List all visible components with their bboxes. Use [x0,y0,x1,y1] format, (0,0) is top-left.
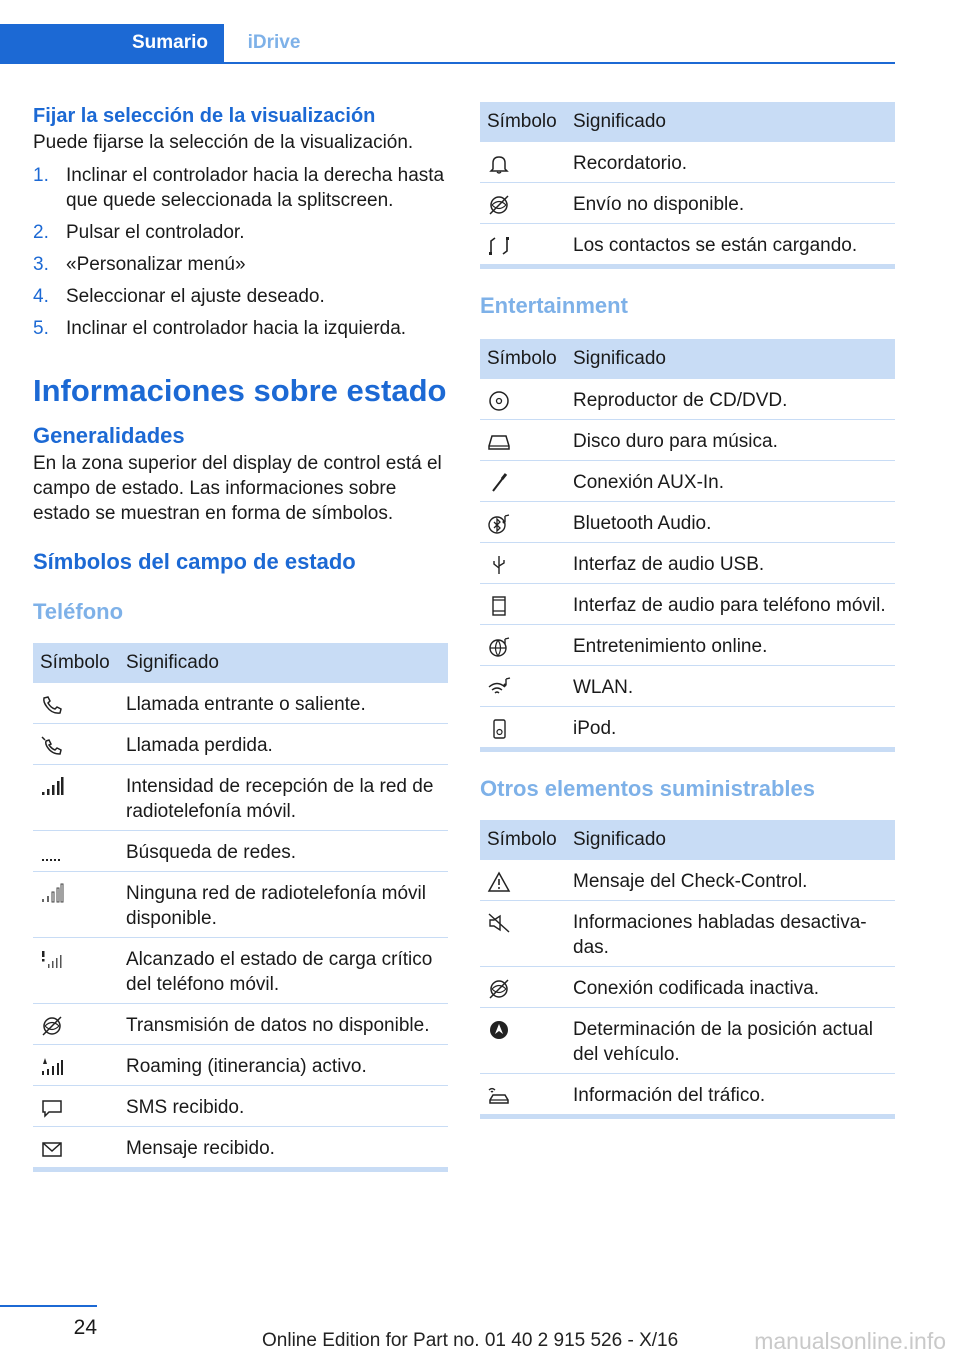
table-row [480,666,895,707]
table-header-row [480,102,895,142]
row-meaning: Interfaz de audio USB. [566,543,895,584]
cd-dvd-icon [487,390,511,412]
otros-title: Otros elementos suministrables [480,776,815,801]
row-meaning: Informaciones habladas desactivadas. [566,901,895,967]
right-column [480,102,895,1119]
watermark: manualsonline.info [754,1328,946,1354]
table-row [480,183,895,224]
aux-in-icon [487,472,511,494]
mail-icon [40,1138,64,1160]
table-row [33,1045,448,1086]
row-meaning: Búsqueda de redes. [119,831,448,872]
general-title: Generalidades [33,423,185,448]
edition-text: Online Edition for Part no. 01 40 2 915 526 - X/16 [262,1330,679,1351]
online-entertainment-icon [487,636,511,658]
fix-selection-steps [33,163,448,341]
table-header-row [33,643,448,683]
wlan-icon [487,677,511,699]
phone-audio-icon [487,595,511,617]
table-row [33,683,448,724]
position-icon [487,1019,511,1041]
table-row [33,1127,448,1170]
table-row [33,724,448,765]
step-item: 4. Seleccionar el ajuste deseado. [33,286,325,307]
table-row [480,967,895,1008]
table-row [480,1008,895,1074]
table-row [480,224,895,267]
telefono-table-continued [480,102,895,269]
step-item: 5. Inclinar el controlador hacia la izquierda. [33,318,407,339]
signal-bars-icon [40,776,64,798]
table-row [33,765,448,831]
row-meaning: Intensidad de recepción de la red de radiotelefonía móvil. [119,765,448,831]
table-row [480,379,895,420]
fix-selection-title: Fijar la selección de la visualización [33,105,376,127]
data-unavailable-icon [40,1015,64,1037]
fix-selection-intro: Puede fijarse la selección de la visualización. [33,132,414,153]
col-symbol-header: Símbolo [480,820,566,860]
row-meaning: Alcanzado el estado de carga crítico del teléfono móvil. [119,938,448,1004]
contacts-loading-icon [487,235,511,257]
general-text: En la zona superior del display de control está el campo de estado. Las informaciones sobre estado se muestran en forma de símbolos. [33,453,442,524]
table-row [33,938,448,1004]
step-item: 1. Inclinar el controlador hacia la derecha hasta que quede seleccionada la splitscreen. [33,165,445,211]
table-row [480,142,895,183]
missed-call-icon [40,735,64,757]
row-meaning: Mensaje recibido. [119,1127,448,1170]
row-meaning: Roaming (itinerancia) activo. [119,1045,448,1086]
row-meaning: Disco duro para música. [566,420,895,461]
table-row [480,860,895,901]
row-meaning: WLAN. [566,666,895,707]
tab-sumario[interactable]: Sumario [0,24,224,62]
telefono-title: Teléfono [33,599,124,624]
symbols-title: Símbolos del campo de estado [33,549,356,574]
row-meaning: iPod. [566,707,895,750]
send-unavailable-icon [487,194,511,216]
table-header-row [480,339,895,379]
traffic-info-icon [487,1085,511,1107]
col-symbol-header: Símbolo [480,339,566,379]
row-meaning: Conexión codificada inactiva. [566,967,895,1008]
row-meaning: SMS recibido. [119,1086,448,1127]
entertainment-title: Entertainment [480,293,628,318]
speaker-off-icon [487,912,511,934]
encryption-inactive-icon [487,978,511,1000]
row-meaning: Llamada entrante o saliente. [119,683,448,724]
table-row [480,502,895,543]
col-meaning-header: Significado [566,820,895,860]
page-number: 24 [73,1316,97,1339]
bluetooth-audio-icon [487,513,511,535]
row-meaning: Mensaje del Check-Control. [566,860,895,901]
step-item: 3. «Personalizar menú» [33,254,246,275]
col-symbol-header: Símbolo [33,643,119,683]
entertainment-table [480,339,895,752]
low-battery-icon [40,949,64,971]
table-row [33,1004,448,1045]
ipod-icon [487,718,511,740]
step-item: 2. Pulsar el controlador. [33,222,245,243]
table-row [33,872,448,938]
table-row [33,1086,448,1127]
table-row [480,707,895,750]
usb-icon [487,554,511,576]
row-meaning: Reproductor de CD/DVD. [566,379,895,420]
col-meaning-header: Significado [119,643,448,683]
footer-rule [0,1305,97,1307]
row-meaning: Llamada perdida. [119,724,448,765]
row-meaning: Recordatorio. [566,142,895,183]
no-network-icon [40,883,64,905]
row-meaning: Información del tráfico. [566,1074,895,1117]
network-search-icon [40,842,64,864]
row-meaning: Envío no disponible. [566,183,895,224]
bell-icon [487,153,511,175]
warning-triangle-icon [487,871,511,893]
row-meaning: Interfaz de audio para teléfono móvil. [566,584,895,625]
roaming-icon [40,1056,64,1078]
table-row [480,901,895,967]
header-tabs [0,24,895,64]
otros-table [480,820,895,1119]
tab-idrive[interactable]: iDrive [247,32,301,53]
col-symbol-header: Símbolo [480,102,566,142]
col-meaning-header: Significado [566,102,895,142]
table-row [480,1074,895,1117]
table-row [480,461,895,502]
table-row [480,625,895,666]
table-row [480,543,895,584]
hard-disk-icon [487,431,511,453]
table-row [480,584,895,625]
col-meaning-header: Significado [566,339,895,379]
row-meaning: Los contactos se están cargando. [566,224,895,267]
sms-icon [40,1097,64,1119]
row-meaning: Determinación de la posición actual del vehículo. [566,1008,895,1074]
row-meaning: Ninguna red de radiotelefonía móvil disponible. [119,872,448,938]
row-meaning: Transmisión de datos no disponible. [119,1004,448,1045]
table-header-row [480,820,895,860]
telefono-table [33,643,448,1172]
left-column [33,102,448,1172]
phone-handset-icon [40,694,64,716]
row-meaning: Entretenimiento online. [566,625,895,666]
row-meaning: Conexión AUX-In. [566,461,895,502]
status-info-title: Informaciones sobre estado [33,373,447,408]
row-meaning: Bluetooth Audio. [566,502,895,543]
table-row [33,831,448,872]
table-row [480,420,895,461]
